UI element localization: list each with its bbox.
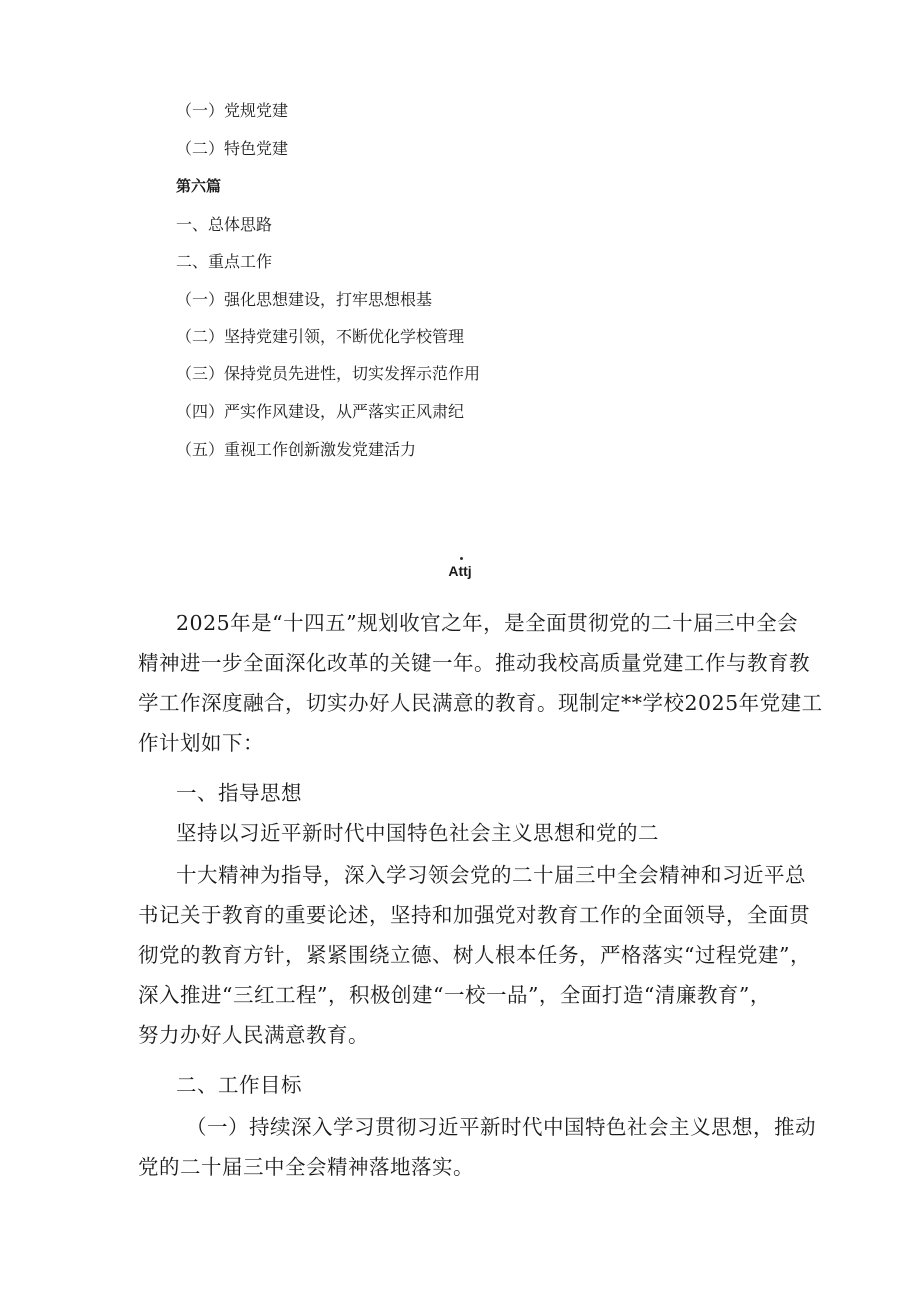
guide-line-5: 努力办好人民满意教育。 <box>138 1023 369 1047</box>
goal-line-2: 党的二十届三中全会精神落地落实。 <box>138 1155 474 1179</box>
title-mark: Attj <box>448 563 472 579</box>
toc-item-2: （二）特色党建 <box>176 139 289 158</box>
guide-line-3: 彻党的教育方针，紧紧围绕立德、树人根本任务，严格落实“过程党建”， <box>138 943 811 967</box>
toc-sub-item-1: 一、总体思路 <box>176 215 273 234</box>
toc-sub-item-2: 二、重点工作 <box>176 252 273 271</box>
guide-line-2: 书记关于教育的重要论述，坚持和加强党对教育工作的全面领导，全面贯 <box>138 903 810 927</box>
heading-guiding-thought: 一、指导思想 <box>176 781 302 805</box>
intro-line-1: 2025年是“十四五”规划收官之年，是全面贯彻党的二十届三中全会 <box>176 611 799 635</box>
guide-line-1: 十大精神为指导，深入学习领会党的二十届三中全会精神和习近平总 <box>176 863 806 887</box>
intro-line-2: 精神进一步全面深化改革的关键一年。推动我校高质量党建工作与教育教 <box>138 651 810 675</box>
guide-first-line: 坚持以习近平新时代中国特色社会主义思想和党的二 <box>176 821 659 845</box>
intro-line-3: 学工作深度融合，切实办好人民满意的教育。现制定**学校2025年党建工 <box>138 691 823 715</box>
toc-sub-item-3: （一）强化思想建设，打牢思想根基 <box>176 290 433 309</box>
title-mark-dot <box>460 557 463 560</box>
toc-sub-item-6: （四）严实作风建设，从严落实正风肃纪 <box>176 402 465 421</box>
goal-line-1: （一）持续深入学习贯彻习近平新时代中国特色社会主义思想，推动 <box>186 1115 816 1139</box>
intro-line-4: 作计划如下： <box>138 731 264 755</box>
guide-line-4: 深入推进“三红工程”，积极创建“一校一品”，全面打造“清廉教育”， <box>138 983 771 1007</box>
section-heading: 第六篇 <box>176 177 222 195</box>
heading-work-goals: 二、工作目标 <box>176 1073 302 1097</box>
toc-sub-item-5: （三）保持党员先进性，切实发挥示范作用 <box>176 364 481 383</box>
toc-sub-item-4: （二）坚持党建引领，不断优化学校管理 <box>176 327 465 346</box>
toc-item-1: （一）党规党建 <box>176 101 289 120</box>
toc-sub-item-7: （五）重视工作创新激发党建活力 <box>176 440 417 459</box>
